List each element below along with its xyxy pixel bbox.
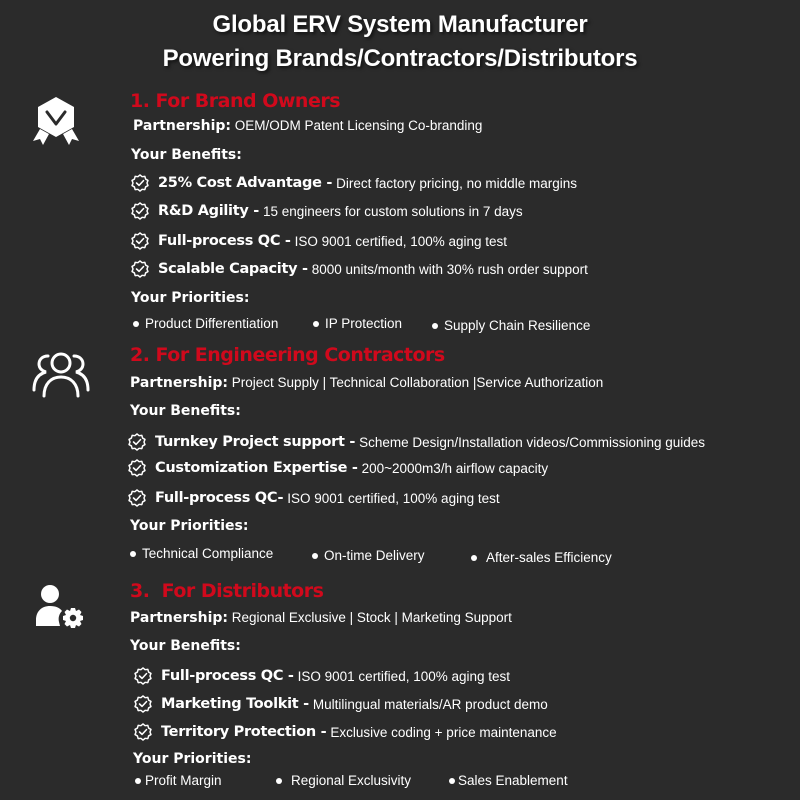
priority-item: Technical Compliance <box>130 546 273 561</box>
badge-check-icon <box>132 665 154 687</box>
benefits-label: Your Benefits: <box>130 403 241 419</box>
bullet-icon <box>471 555 477 561</box>
badge-check-icon <box>126 487 148 509</box>
benefit-item: Scalable Capacity - 8000 units/month with 30% rush order support <box>129 258 588 280</box>
user-gear-icon <box>36 584 88 630</box>
priority-item: Sales Enablement <box>449 773 568 788</box>
title-line-2: Powering Brands/Contractors/Distributors <box>162 45 638 72</box>
priorities-label: Your Priorities: <box>130 518 249 534</box>
section-heading: 1. For Brand Owners <box>130 90 341 112</box>
section-heading: 3. For Distributors <box>130 580 324 602</box>
badge-check-icon <box>132 721 154 743</box>
badge-check-icon <box>129 258 151 280</box>
benefit-item: Customization Expertise - 200~2000m3/h airflow capacity <box>126 457 548 479</box>
badge-check-icon <box>126 431 148 453</box>
priority-item: IP Protection <box>313 316 402 331</box>
benefit-item: Full-process QC - ISO 9001 certified, 100% aging test <box>132 665 510 687</box>
benefit-item: 25% Cost Advantage - Direct factory pricing, no middle margins <box>129 172 577 194</box>
benefits-label: Your Benefits: <box>130 638 241 654</box>
group-users-icon <box>30 350 92 398</box>
partnership-row <box>130 609 512 627</box>
partnership-label: Partnership: <box>130 375 229 391</box>
priority-item: Supply Chain Resilience <box>432 318 590 333</box>
partnership-value: Regional Exclusive | Stock | Marketing Support <box>231 610 512 625</box>
priorities-label: Your Priorities: <box>131 290 250 306</box>
badge-check-icon <box>129 230 151 252</box>
partnership-label: Partnership: <box>130 610 229 626</box>
partnership-row <box>133 117 482 135</box>
priority-item: Profit Margin <box>135 773 222 788</box>
bullet-icon <box>276 778 282 784</box>
priority-item: After-sales Efficiency <box>471 550 612 565</box>
priority-item: Product Differentiation <box>133 316 278 331</box>
badge-check-icon <box>132 693 154 715</box>
benefit-item: R&D Agility - 15 engineers for custom solutions in 7 days <box>129 200 523 222</box>
badge-check-icon <box>126 457 148 479</box>
award-badge-icon <box>30 95 82 147</box>
priority-item: Regional Exclusivity <box>276 773 411 788</box>
bullet-icon <box>135 778 141 784</box>
bullet-icon <box>432 323 438 329</box>
benefits-label: Your Benefits: <box>131 147 242 163</box>
title-line-1: Global ERV System Manufacturer <box>212 11 588 38</box>
badge-check-icon <box>129 172 151 194</box>
priorities-label: Your Priorities: <box>133 751 252 767</box>
partnership-value: Project Supply | Technical Collaboration |Service Authorization <box>231 375 604 390</box>
bullet-icon <box>312 553 318 559</box>
bullet-icon <box>313 321 319 327</box>
badge-check-icon <box>129 200 151 222</box>
benefit-item: Full-process QC- ISO 9001 certified, 100% aging test <box>126 487 500 509</box>
partnership-value: OEM/ODM Patent Licensing Co-branding <box>234 118 483 133</box>
benefit-item: Marketing Toolkit - Multilingual materials/AR product demo <box>132 693 548 715</box>
page-title <box>0 8 800 76</box>
partnership-row <box>130 374 603 392</box>
benefit-item: Turnkey Project support - Scheme Design/Installation videos/Commissioning guides <box>126 431 705 453</box>
partnership-label: Partnership: <box>133 118 232 134</box>
bullet-icon <box>133 321 139 327</box>
bullet-icon <box>449 778 455 784</box>
benefit-item: Territory Protection - Exclusive coding + price maintenance <box>132 721 557 743</box>
bullet-icon <box>130 551 136 557</box>
priority-item: On-time Delivery <box>312 548 425 563</box>
benefit-item: Full-process QC - ISO 9001 certified, 100% aging test <box>129 230 507 252</box>
section-heading: 2. For Engineering Contractors <box>130 344 445 366</box>
